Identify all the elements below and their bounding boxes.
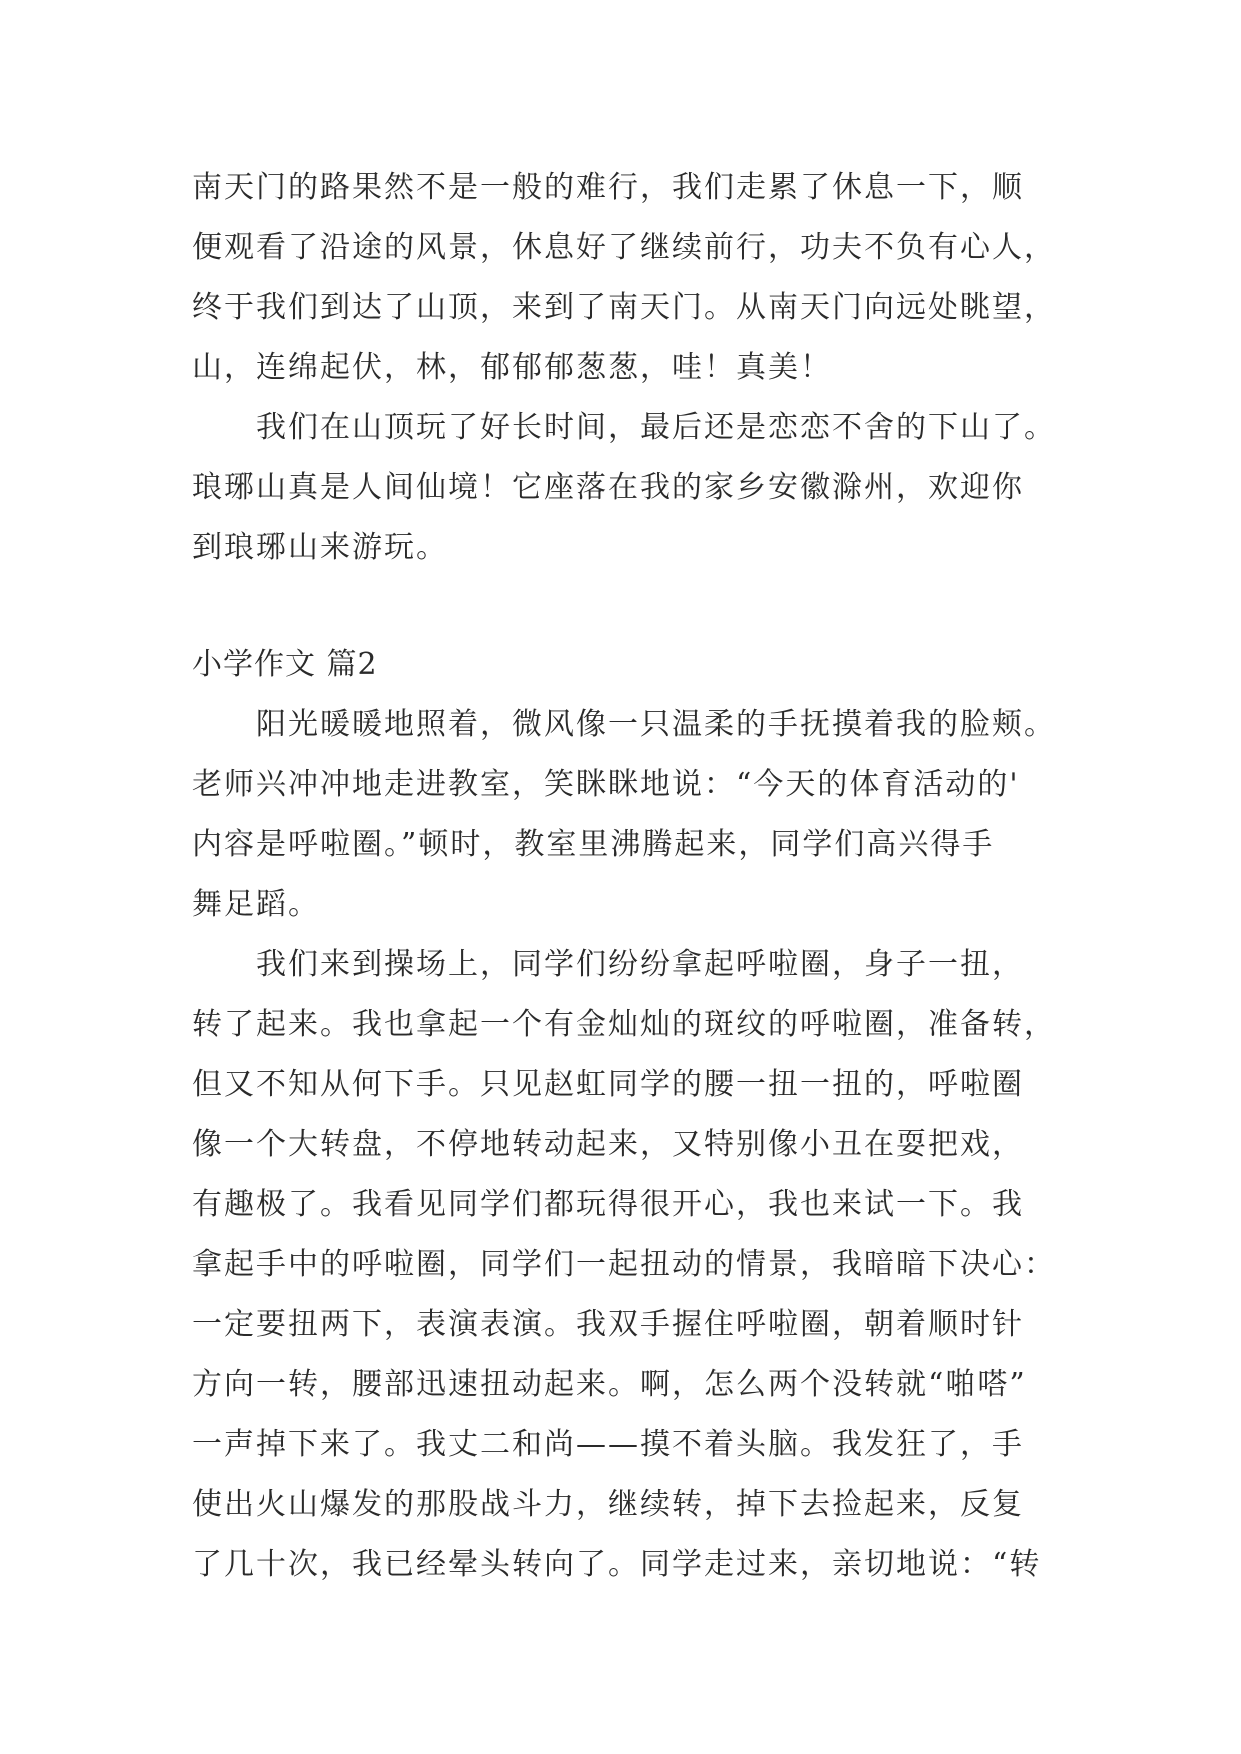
text-line: 使出火山爆发的那股战斗力，继续转，掉下去捡起来，反复 (192, 1487, 1024, 1522)
text-line: 有趣极了。我看见同学们都玩得很开心，我也来试一下。我 (192, 1187, 1024, 1222)
paragraph (192, 398, 1072, 578)
text-line: 山，连绵起伏，林，郁郁郁葱葱，哇！真美！ (192, 350, 832, 385)
document-body (192, 158, 1072, 1595)
text-line: 终于我们到达了山顶，来到了南天门。从南天门向远处眺望， (192, 290, 1056, 325)
text-line: 南天门的路果然不是一般的难行，我们走累了休息一下，顺 (192, 170, 1024, 205)
text-line: 我们来到操场上，同学们纷纷拿起呼啦圈，身子一扭， (256, 947, 1024, 982)
text-line: 转了起来。我也拿起一个有金灿灿的斑纹的呼啦圈，准备转， (192, 1007, 1056, 1042)
paragraph (192, 935, 1072, 1595)
text-line: 拿起手中的呼啦圈，同学们一起扭动的情景，我暗暗下决心： (192, 1247, 1056, 1282)
text-line: 但又不知从何下手。只见赵虹同学的腰一扭一扭的，呼啦圈 (192, 1067, 1024, 1102)
text-line: 舞足蹈。 (192, 887, 320, 922)
text-line: 老师兴冲冲地走进教室，笑眯眯地说：“今天的体育活动的' (192, 767, 1020, 802)
text-line: 了几十次，我已经晕头转向了。同学走过来，亲切地说：“转 (192, 1547, 1042, 1582)
paragraph (192, 158, 1072, 398)
text-line: 我们在山顶玩了好长时间，最后还是恋恋不舍的下山了。 (256, 410, 1056, 445)
text-line: 一定要扭两下，表演表演。我双手握住呼啦圈，朝着顺时针 (192, 1307, 1024, 1342)
text-line: 内容是呼啦圈。”顿时，教室里沸腾起来，同学们高兴得手 (192, 827, 995, 862)
text-line: 琅琊山真是人间仙境！它座落在我的家乡安徽滁州，欢迎你 (192, 470, 1024, 505)
text-line: 像一个大转盘，不停地转动起来，又特别像小丑在耍把戏， (192, 1127, 1024, 1162)
text-line: 方向一转，腰部迅速扭动起来。啊，怎么两个没转就“啪嗒” (192, 1367, 1027, 1402)
text-line: 便观看了沿途的风景，休息好了继续前行，功夫不负有心人， (192, 230, 1056, 265)
text-line: 到琅琊山来游玩。 (192, 530, 448, 565)
paragraph (192, 695, 1072, 935)
text-line: 阳光暖暖地照着，微风像一只温柔的手抚摸着我的脸颊。 (256, 707, 1056, 742)
text-line: 一声掉下来了。我丈二和尚——摸不着头脑。我发狂了，手 (192, 1427, 1024, 1462)
section-heading: 小学作文 篇2 (192, 647, 378, 682)
